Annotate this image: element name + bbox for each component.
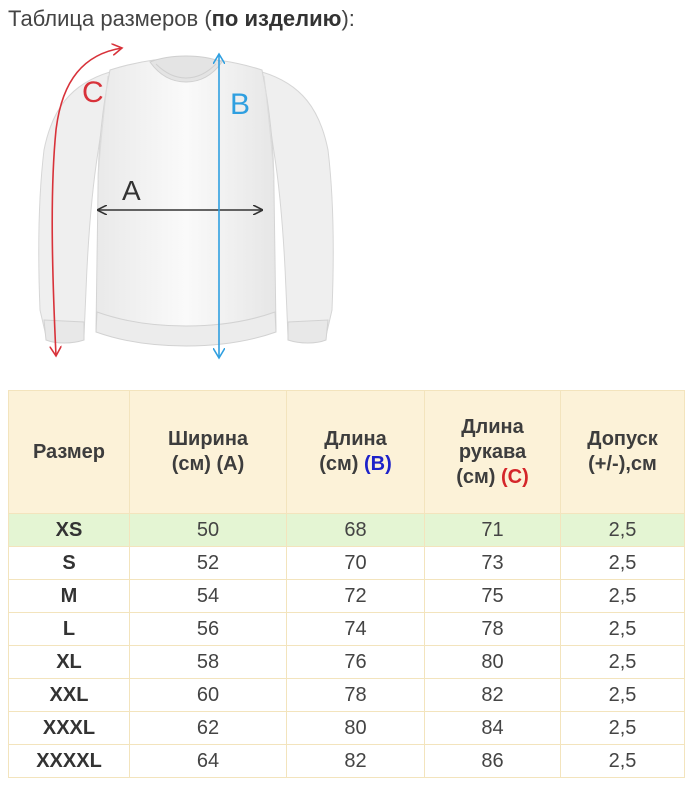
cell-width: 50 xyxy=(130,514,287,547)
cell-tolerance: 2,5 xyxy=(561,712,685,745)
table-row xyxy=(9,646,685,679)
header-length: Длина (см) (В) xyxy=(287,391,425,514)
label-b: B xyxy=(230,88,251,121)
header-size: Размер xyxy=(9,391,130,514)
header-sleeve-mark-c: (С) xyxy=(501,465,529,488)
header-tolerance: Допуск (+/-),см xyxy=(561,391,685,514)
sweatshirt-measurement-diagram xyxy=(0,40,692,380)
cell-length: 76 xyxy=(287,646,425,679)
cell-size: L xyxy=(9,613,130,646)
table-row xyxy=(9,745,685,778)
title-suffix: ): xyxy=(341,6,355,31)
cell-size: XXL xyxy=(9,679,130,712)
table-row xyxy=(9,580,685,613)
cell-size: XXXL xyxy=(9,712,130,745)
cell-tolerance: 2,5 xyxy=(561,646,685,679)
cell-width: 60 xyxy=(130,679,287,712)
cell-width: 62 xyxy=(130,712,287,745)
cell-width: 52 xyxy=(130,547,287,580)
cell-tolerance: 2,5 xyxy=(561,547,685,580)
cell-sleeve: 82 xyxy=(425,679,561,712)
cell-sleeve: 84 xyxy=(425,712,561,745)
table-row xyxy=(9,679,685,712)
header-width: Ширина (см) (А) xyxy=(130,391,287,514)
cell-length: 70 xyxy=(287,547,425,580)
table-row xyxy=(9,547,685,580)
header-length-mark-b: (В) xyxy=(364,453,392,475)
table-header-row xyxy=(9,391,685,514)
cell-width: 58 xyxy=(130,646,287,679)
title-prefix: Таблица размеров ( xyxy=(8,6,212,31)
cell-tolerance: 2,5 xyxy=(561,613,685,646)
cell-sleeve: 71 xyxy=(425,514,561,547)
cell-size: XL xyxy=(9,646,130,679)
sweatshirt-diagram-svg xyxy=(0,40,692,380)
cell-length: 72 xyxy=(287,580,425,613)
cell-sleeve: 75 xyxy=(425,580,561,613)
cell-size: XXXXL xyxy=(9,745,130,778)
size-table xyxy=(8,390,685,778)
table-row xyxy=(9,712,685,745)
cell-width: 64 xyxy=(130,745,287,778)
cell-length: 78 xyxy=(287,679,425,712)
table-row xyxy=(9,613,685,646)
table-row xyxy=(9,514,685,547)
cell-sleeve: 80 xyxy=(425,646,561,679)
cell-size: M xyxy=(9,580,130,613)
cell-sleeve: 73 xyxy=(425,547,561,580)
cell-tolerance: 2,5 xyxy=(561,745,685,778)
cell-tolerance: 2,5 xyxy=(561,679,685,712)
cell-sleeve: 78 xyxy=(425,613,561,646)
cell-length: 82 xyxy=(287,745,425,778)
cell-width: 54 xyxy=(130,580,287,613)
cell-tolerance: 2,5 xyxy=(561,580,685,613)
cell-sleeve: 86 xyxy=(425,745,561,778)
title-bold: по изделию xyxy=(211,6,342,31)
cell-length: 68 xyxy=(287,514,425,547)
cell-width: 56 xyxy=(130,613,287,646)
cell-length: 74 xyxy=(287,613,425,646)
cell-size: S xyxy=(9,547,130,580)
label-a: A xyxy=(122,175,141,206)
label-c: C xyxy=(82,76,104,109)
cell-tolerance: 2,5 xyxy=(561,514,685,547)
header-sleeve-length: Длина рукава (см) (С) xyxy=(425,391,561,514)
cell-length: 80 xyxy=(287,712,425,745)
page-title xyxy=(8,6,355,32)
cell-size: XS xyxy=(9,514,130,547)
